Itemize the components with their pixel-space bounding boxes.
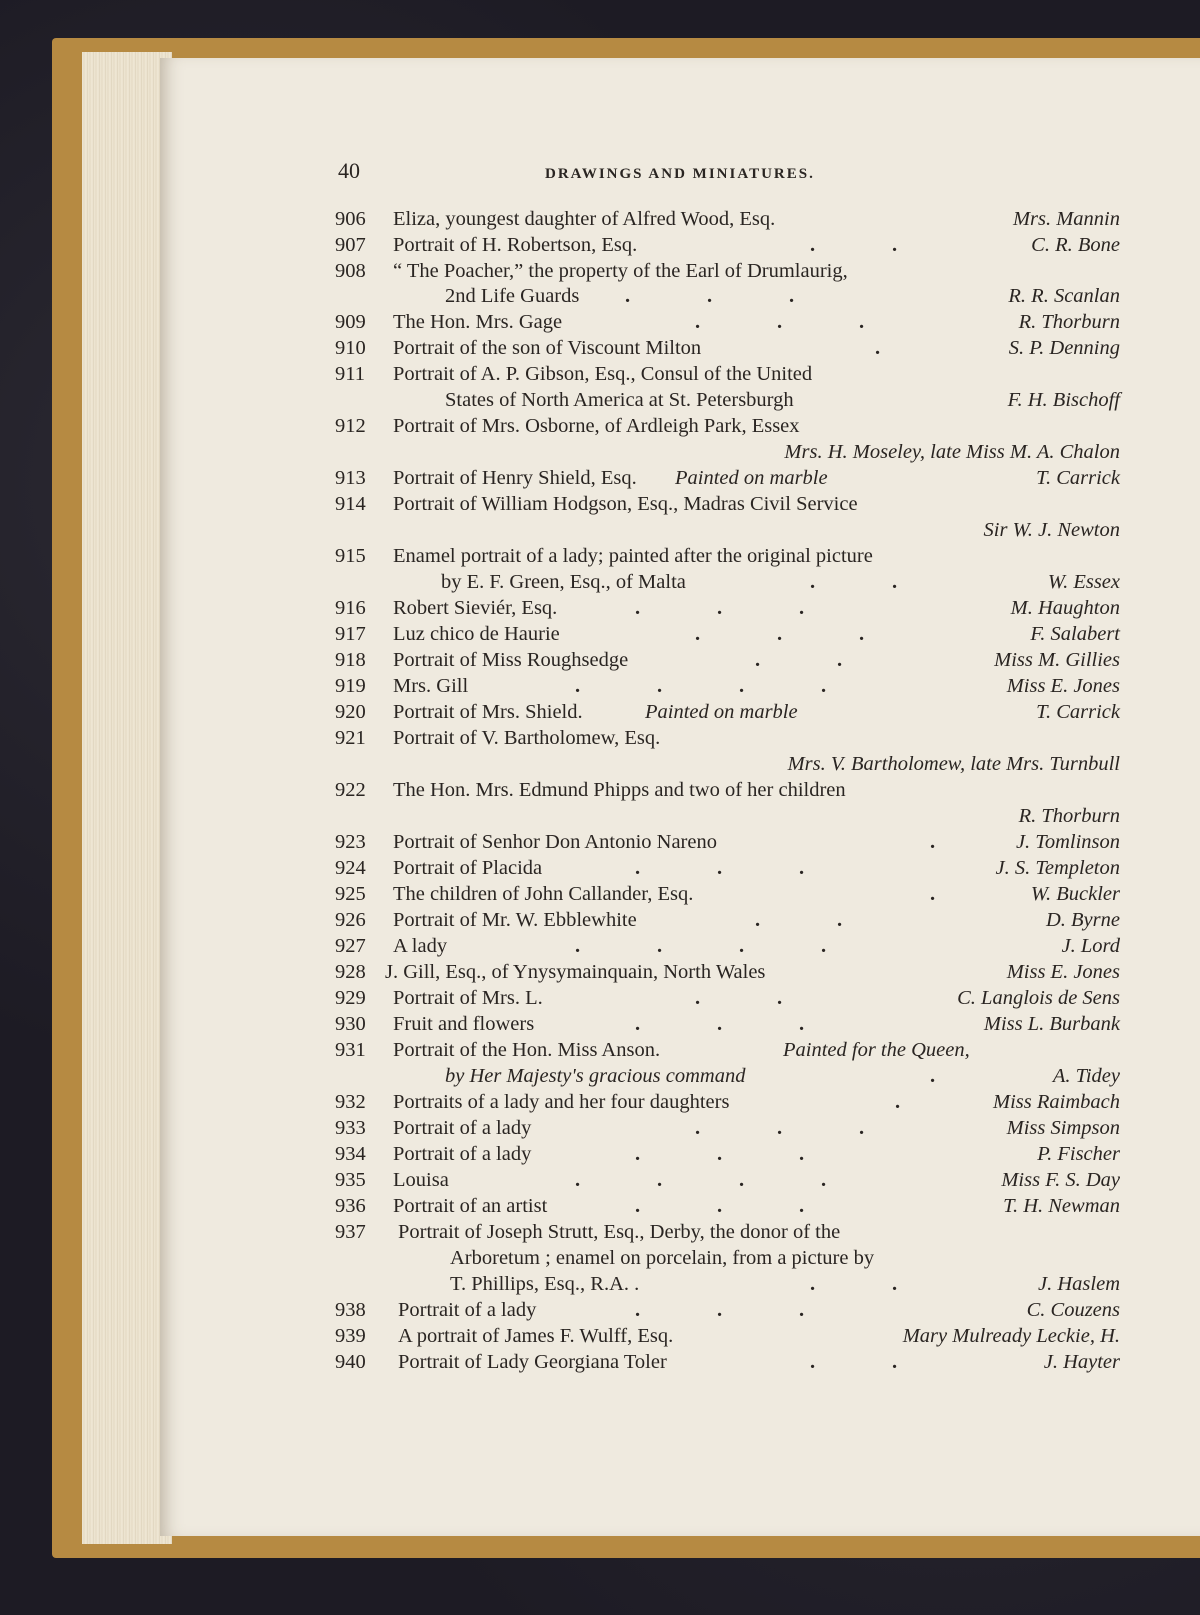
entry-number: 939	[335, 1325, 366, 1347]
catalogue-entry	[335, 909, 1120, 935]
entry-title: Portrait of the son of Viscount Milton	[393, 337, 702, 359]
entry-number: 906	[335, 208, 366, 230]
entry-title: A portrait of James F. Wulff, Esq.	[398, 1325, 674, 1347]
catalogue-entry-continuation	[335, 571, 1120, 597]
catalogue-entry	[335, 234, 1120, 260]
entry-note: Painted for the Queen,	[783, 1039, 970, 1061]
entry-number: 908	[335, 260, 366, 282]
catalogue-entry	[335, 623, 1120, 649]
catalogue-entry	[335, 467, 1120, 493]
entry-number: 914	[335, 493, 366, 515]
catalogue-entry-continuation	[335, 1273, 1120, 1299]
entry-number: 936	[335, 1195, 366, 1217]
entry-artist: J. S. Templeton	[995, 857, 1120, 879]
dot-leaders: . . .	[695, 623, 865, 645]
entry-number: 934	[335, 1143, 366, 1165]
entry-artist: Mrs. Mannin	[1012, 208, 1120, 230]
catalogue-entry-continuation	[335, 389, 1120, 415]
entry-title: The children of John Callander, Esq.	[393, 883, 694, 905]
entry-number: 924	[335, 857, 366, 879]
dot-leaders: . .	[810, 571, 898, 593]
catalogue-entry-continuation	[335, 805, 1120, 831]
dot-leaders: . .	[695, 987, 783, 1009]
entry-artist: T. Carrick	[1036, 701, 1120, 723]
entry-title: Portrait of Senhor Don Antonio Nareno	[393, 831, 717, 853]
dot-leaders: . . .	[635, 1143, 805, 1165]
entry-title: Portrait of William Hodgson, Esq., Madras Civil Service	[393, 493, 858, 515]
catalogue-entry	[335, 1091, 1120, 1117]
entry-artist: R. R. Scanlan	[1008, 285, 1120, 307]
entry-number: 911	[335, 363, 365, 385]
catalogue-entry	[335, 1039, 1120, 1065]
dot-leaders: . . . .	[575, 1169, 827, 1191]
entry-artist: C. R. Bone	[1031, 234, 1120, 256]
entry-title: Portrait of a lady	[393, 1143, 532, 1165]
running-title: DRAWINGS AND MINIATURES.	[545, 166, 815, 182]
entry-number: 928	[335, 961, 366, 983]
catalogue-entry	[335, 1195, 1120, 1221]
dot-leaders: . . . .	[575, 935, 827, 957]
entry-title-continuation: by E. F. Green, Esq., of Malta	[441, 571, 686, 593]
entry-number: 930	[335, 1013, 366, 1035]
entry-artist: W. Essex	[1047, 571, 1120, 593]
catalogue-entry	[335, 883, 1120, 909]
entry-artist: C. Couzens	[1026, 1299, 1120, 1321]
entry-artist: Sir W. J. Newton	[983, 519, 1120, 541]
entry-title: Portrait of Henry Shield, Esq.	[393, 467, 637, 489]
catalogue-entry	[335, 1325, 1120, 1351]
catalogue-entry	[335, 311, 1120, 337]
entry-title: Louisa	[393, 1169, 449, 1191]
entry-title: Eliza, youngest daughter of Alfred Wood, Esq.	[393, 208, 776, 230]
catalogue-entry-continuation	[335, 285, 1120, 311]
entry-artist: W. Buckler	[1030, 883, 1120, 905]
catalogue-entry	[335, 857, 1120, 883]
dot-leaders: . . .	[635, 857, 805, 879]
entry-number: 918	[335, 649, 366, 671]
entry-number: 933	[335, 1117, 366, 1139]
entry-artist: C. Langlois de Sens	[957, 987, 1120, 1009]
entry-artist: D. Byrne	[1045, 909, 1120, 931]
dot-leaders: . . .	[635, 597, 805, 619]
entry-title: Portrait of a lady	[398, 1299, 537, 1321]
entry-number: 919	[335, 675, 366, 697]
entry-number: 909	[335, 311, 366, 333]
entry-title: Portrait of Miss Roughsedge	[393, 649, 629, 671]
catalogue-entry	[335, 1299, 1120, 1325]
entry-note: Painted on marble	[645, 701, 798, 723]
entry-title: Portrait of an artist	[393, 1195, 548, 1217]
entry-artist: Miss Raimbach	[993, 1091, 1120, 1113]
entry-artist: J. Lord	[1061, 935, 1120, 957]
entry-artist: Mary Mulready Leckie, H.	[902, 1325, 1120, 1347]
entry-title: Portrait of V. Bartholomew, Esq.	[393, 727, 661, 749]
entry-number: 938	[335, 1299, 366, 1321]
catalogue-entry	[335, 1143, 1120, 1169]
entry-number: 917	[335, 623, 366, 645]
catalogue-entry	[335, 727, 1120, 753]
entry-note-continuation: by Her Majesty's gracious command	[445, 1065, 746, 1087]
catalogue-entry	[335, 363, 1120, 389]
entry-artist: F. Salabert	[1030, 623, 1120, 645]
catalogue-entry	[335, 1013, 1120, 1039]
dot-leaders: . . .	[635, 1195, 805, 1217]
catalogue-entry	[335, 961, 1120, 987]
entry-number: 940	[335, 1351, 366, 1373]
catalogue-entry	[335, 935, 1120, 961]
entry-number: 916	[335, 597, 366, 619]
entry-title-continuation: States of North America at St. Petersburgh	[445, 389, 794, 411]
entry-number: 926	[335, 909, 366, 931]
catalogue-entry-continuation	[335, 1065, 1120, 1091]
catalogue-entry	[335, 260, 1120, 286]
catalogue-entry-continuation	[335, 519, 1120, 545]
entry-number: 913	[335, 467, 366, 489]
entry-title: Portrait of the Hon. Miss Anson.	[393, 1039, 661, 1061]
entry-title-continuation: T. Phillips, Esq., R.A. .	[450, 1273, 640, 1295]
entry-title: Portrait of H. Robertson, Esq.	[393, 234, 638, 256]
entry-artist: S. P. Denning	[1008, 337, 1120, 359]
catalogue-entry-continuation	[335, 1247, 1120, 1273]
entry-title: The Hon. Mrs. Gage	[393, 311, 563, 333]
dot-leaders: .	[930, 883, 936, 905]
dot-leaders: .	[895, 1091, 901, 1113]
dot-leaders: .	[930, 1065, 936, 1087]
catalogue-entry	[335, 779, 1120, 805]
entry-title: Portrait of A. P. Gibson, Esq., Consul of the United	[393, 363, 813, 385]
catalogue-entry	[335, 987, 1120, 1013]
page-number: 40	[338, 158, 360, 183]
entry-number: 935	[335, 1169, 366, 1191]
entry-artist: Miss E. Jones	[1006, 675, 1120, 697]
dot-leaders: . .	[810, 234, 898, 256]
entry-number: 910	[335, 337, 366, 359]
entry-artist: Miss M. Gillies	[994, 649, 1120, 671]
entry-note: Painted on marble	[675, 467, 828, 489]
entry-title: Enamel portrait of a lady; painted after the original picture	[393, 545, 873, 567]
dot-leaders: . .	[810, 1273, 898, 1295]
entry-title: Portrait of Mr. W. Ebblewhite	[393, 909, 637, 931]
catalogue-entry	[335, 675, 1120, 701]
entry-title: Mrs. Gill	[393, 675, 469, 697]
catalogue-entry	[335, 1351, 1120, 1377]
catalogue-entry	[335, 597, 1120, 623]
entry-artist: P. Fischer	[1037, 1143, 1120, 1165]
entry-title: Portrait of Lady Georgiana Toler	[398, 1351, 667, 1373]
entry-title: Portrait of a lady	[393, 1117, 532, 1139]
entry-artist: Miss F. S. Day	[1001, 1169, 1120, 1191]
dot-leaders: .	[875, 337, 881, 359]
entry-artist: F. H. Bischoff	[1007, 389, 1120, 411]
entry-number: 907	[335, 234, 366, 256]
entry-title: The Hon. Mrs. Edmund Phipps and two of her children	[393, 779, 846, 801]
catalogue-entry	[335, 415, 1120, 441]
entry-title: Luz chico de Haurie	[393, 623, 560, 645]
entry-number: 912	[335, 415, 366, 437]
dot-leaders: . . .	[635, 1013, 805, 1035]
entry-artist: J. Tomlinson	[1015, 831, 1120, 853]
entry-title: J. Gill, Esq., of Ynysymainquain, North Wales	[385, 961, 766, 983]
entry-number: 923	[335, 831, 366, 853]
entry-artist: J. Haslem	[1038, 1273, 1120, 1295]
dot-leaders: .	[930, 831, 936, 853]
entry-artist: T. H. Newman	[1003, 1195, 1120, 1217]
entry-title: Portrait of Placida	[393, 857, 543, 879]
entry-title: Portraits of a lady and her four daughters	[393, 1091, 730, 1113]
dot-leaders: . . .	[695, 1117, 865, 1139]
page-edges	[82, 52, 172, 1544]
dot-leaders: . . . .	[575, 675, 827, 697]
entry-title: “ The Poacher,” the property of the Earl of Drumlaurig,	[393, 260, 848, 282]
catalogue-entry	[335, 1221, 1120, 1247]
catalogue-entry	[335, 1117, 1120, 1143]
entry-artist: A. Tidey	[1052, 1065, 1120, 1087]
entry-artist: R. Thorburn	[1018, 311, 1120, 333]
entry-artist: Miss E. Jones	[1006, 961, 1120, 983]
catalogue-entry	[335, 208, 1120, 234]
entry-number: 929	[335, 987, 366, 1009]
entry-number: 932	[335, 1091, 366, 1113]
entry-number: 931	[335, 1039, 366, 1061]
entry-title-continuation: 2nd Life Guards	[445, 285, 580, 307]
entry-number: 915	[335, 545, 366, 567]
entry-number: 920	[335, 701, 366, 723]
entry-artist: R. Thorburn	[1018, 805, 1120, 827]
catalogue-entry-continuation	[335, 753, 1120, 779]
entry-title: Portrait of Mrs. L.	[393, 987, 543, 1009]
catalogue-entry	[335, 493, 1120, 519]
entry-title: A lady	[393, 935, 448, 957]
entry-artist: M. Haughton	[1010, 597, 1120, 619]
entry-artist: Mrs. H. Moseley, late Miss M. A. Chalon	[784, 441, 1120, 463]
dot-leaders: . .	[755, 909, 843, 931]
entry-artist: Miss L. Burbank	[983, 1013, 1120, 1035]
entry-title: Portrait of Mrs. Shield.	[393, 701, 583, 723]
catalogue-entry	[335, 701, 1120, 727]
entry-title-continuation: Arboretum ; enamel on porcelain, from a picture by	[450, 1247, 875, 1269]
dot-leaders: . . .	[625, 285, 795, 307]
entry-artist: T. Carrick	[1036, 467, 1120, 489]
entry-number: 921	[335, 727, 366, 749]
entry-title: Portrait of Mrs. Osborne, of Ardleigh Park, Essex	[393, 415, 800, 437]
entry-title: Robert Sieviér, Esq.	[393, 597, 558, 619]
dot-leaders: . . .	[695, 311, 865, 333]
catalogue-entry	[335, 831, 1120, 857]
catalogue-entry	[335, 1169, 1120, 1195]
entry-number: 937	[335, 1221, 366, 1243]
dot-leaders: . .	[810, 1351, 898, 1373]
entry-number: 922	[335, 779, 366, 801]
entry-number: 927	[335, 935, 366, 957]
catalogue-entry	[335, 545, 1120, 571]
entry-artist: Miss Simpson	[1006, 1117, 1120, 1139]
catalogue-entry	[335, 337, 1120, 363]
catalogue-entry	[335, 649, 1120, 675]
entry-artist: J. Hayter	[1043, 1351, 1120, 1373]
dot-leaders: . .	[755, 649, 843, 671]
entry-title: Fruit and flowers	[393, 1013, 535, 1035]
catalogue-entry-continuation	[335, 441, 1120, 467]
entry-title: Portrait of Joseph Strutt, Esq., Derby, the donor of the	[398, 1221, 841, 1243]
entry-artist: Mrs. V. Bartholomew, late Mrs. Turnbull	[787, 753, 1120, 775]
entry-number: 925	[335, 883, 366, 905]
dot-leaders: . . .	[635, 1299, 805, 1321]
